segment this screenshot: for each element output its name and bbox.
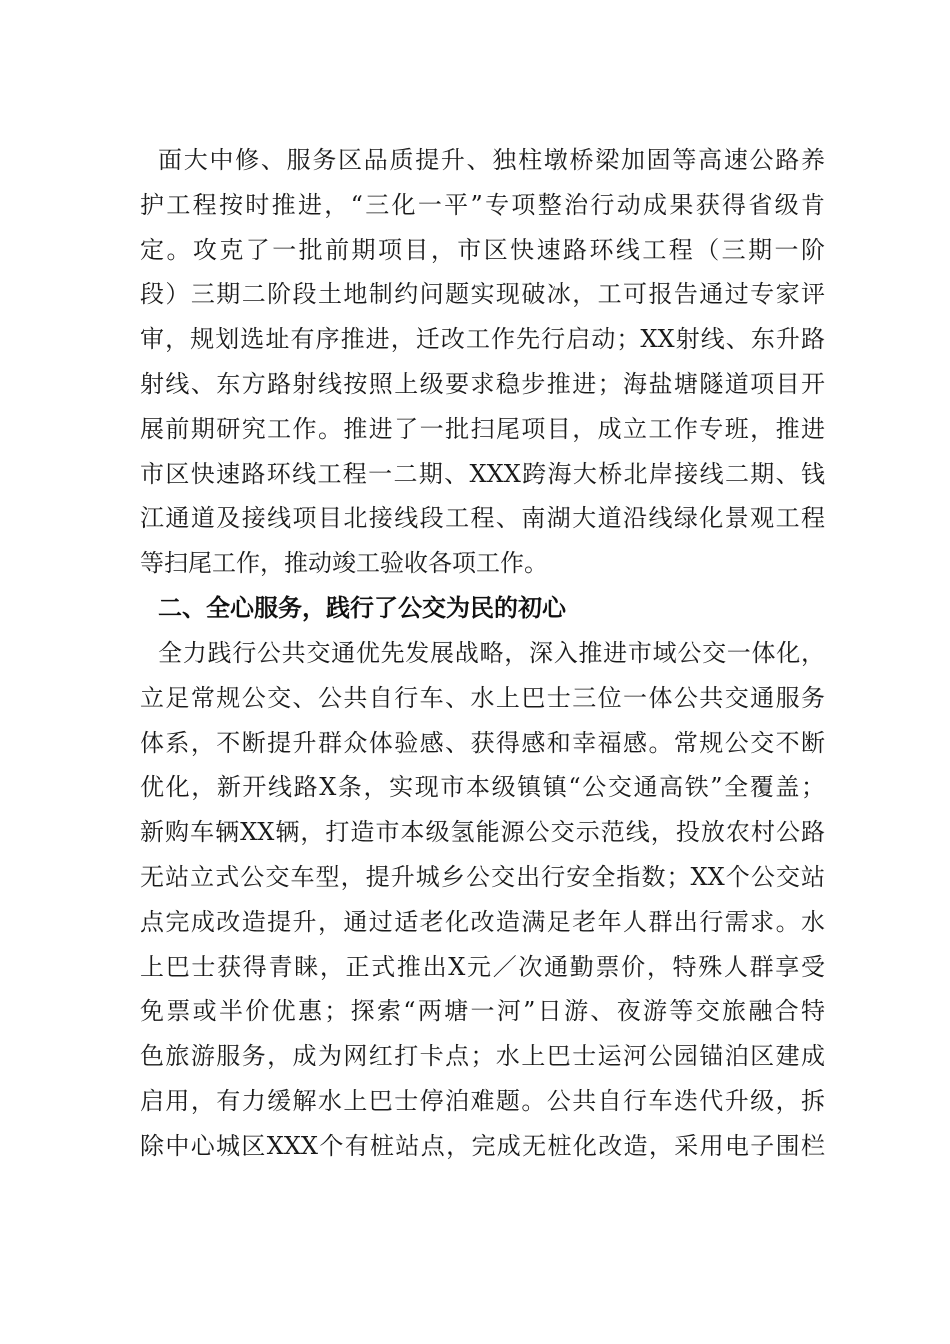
paragraph-line: 色旅游服务，成为网红打卡点；水上巴士运河公园锚泊区建成 <box>140 1042 825 1071</box>
paragraph-line: 立足常规公交、公共自行车、水上巴士三位一体公共交通服务 <box>140 683 825 712</box>
paragraph-line: 启用，有力缓解水上巴士停泊难题。公共自行车迭代升级，拆 <box>140 1086 825 1115</box>
paragraph-line: 市区快速路环线工程一二期、XXX跨海大桥北岸接线二期、钱 <box>140 459 825 488</box>
paragraph-line: 段）三期二阶段土地制约问题实现破冰，工可报告通过专家评 <box>140 280 825 309</box>
paragraph-line: 上巴士获得青睐，正式推出X元／次通勤票价，特殊人群享受 <box>140 952 825 981</box>
paragraph-line: 无站立式公交车型，提升城乡公交出行安全指数；XX个公交站 <box>140 862 825 891</box>
paragraph-line: 定。攻克了一批前期项目，市区快速路环线工程（三期一阶 <box>140 235 825 264</box>
paragraph-line: 优化，新开线路X条，实现市本级镇镇“公交通高铁”全覆盖； <box>140 773 825 802</box>
paragraph-project-progress <box>140 138 825 586</box>
paragraph-line: 免票或半价优惠；探索“两塘一河”日游、夜游等交旅融合特 <box>140 997 825 1026</box>
section-heading: 二、全心服务，践行了公交为民的初心 <box>158 594 566 622</box>
paragraph-line: 点完成改造提升，通过适老化改造满足老年人群出行需求。水 <box>140 907 825 936</box>
paragraph-line: 除中心城区XXX个有桩站点，完成无桩化改造，采用电子围栏 <box>140 1131 825 1160</box>
paragraph-line: 射线、东方路射线按照上级要求稳步推进；海盐塘隧道项目开 <box>140 369 825 398</box>
paragraph-public-transit <box>140 631 825 1169</box>
paragraph-line: 体系，不断提升群众体验感、获得感和幸福感。常规公交不断 <box>140 728 825 757</box>
paragraph-line: 等扫尾工作，推动竣工验收各项工作。 <box>140 549 548 578</box>
paragraph-line: 新购车辆XX辆，打造市本级氢能源公交示范线，投放农村公路 <box>140 818 825 847</box>
paragraph-line: 江通道及接线项目北接线段工程、南湖大道沿线绿化景观工程 <box>140 504 825 533</box>
paragraph-line: 审，规划选址有序推进，迁改工作先行启动；XX射线、东升路 <box>140 325 825 354</box>
paragraph-line: 全力践行公共交通优先发展战略，深入推进市域公交一体化， <box>158 639 825 667</box>
paragraph-line: 面大中修、服务区品质提升、独柱墩桥梁加固等高速公路养 <box>158 146 825 174</box>
paragraph-line: 展前期研究工作。推进了一批扫尾项目，成立工作专班，推进 <box>140 414 825 443</box>
paragraph-line: 护工程按时推进，“三化一平”专项整治行动成果获得省级肯 <box>140 190 825 219</box>
